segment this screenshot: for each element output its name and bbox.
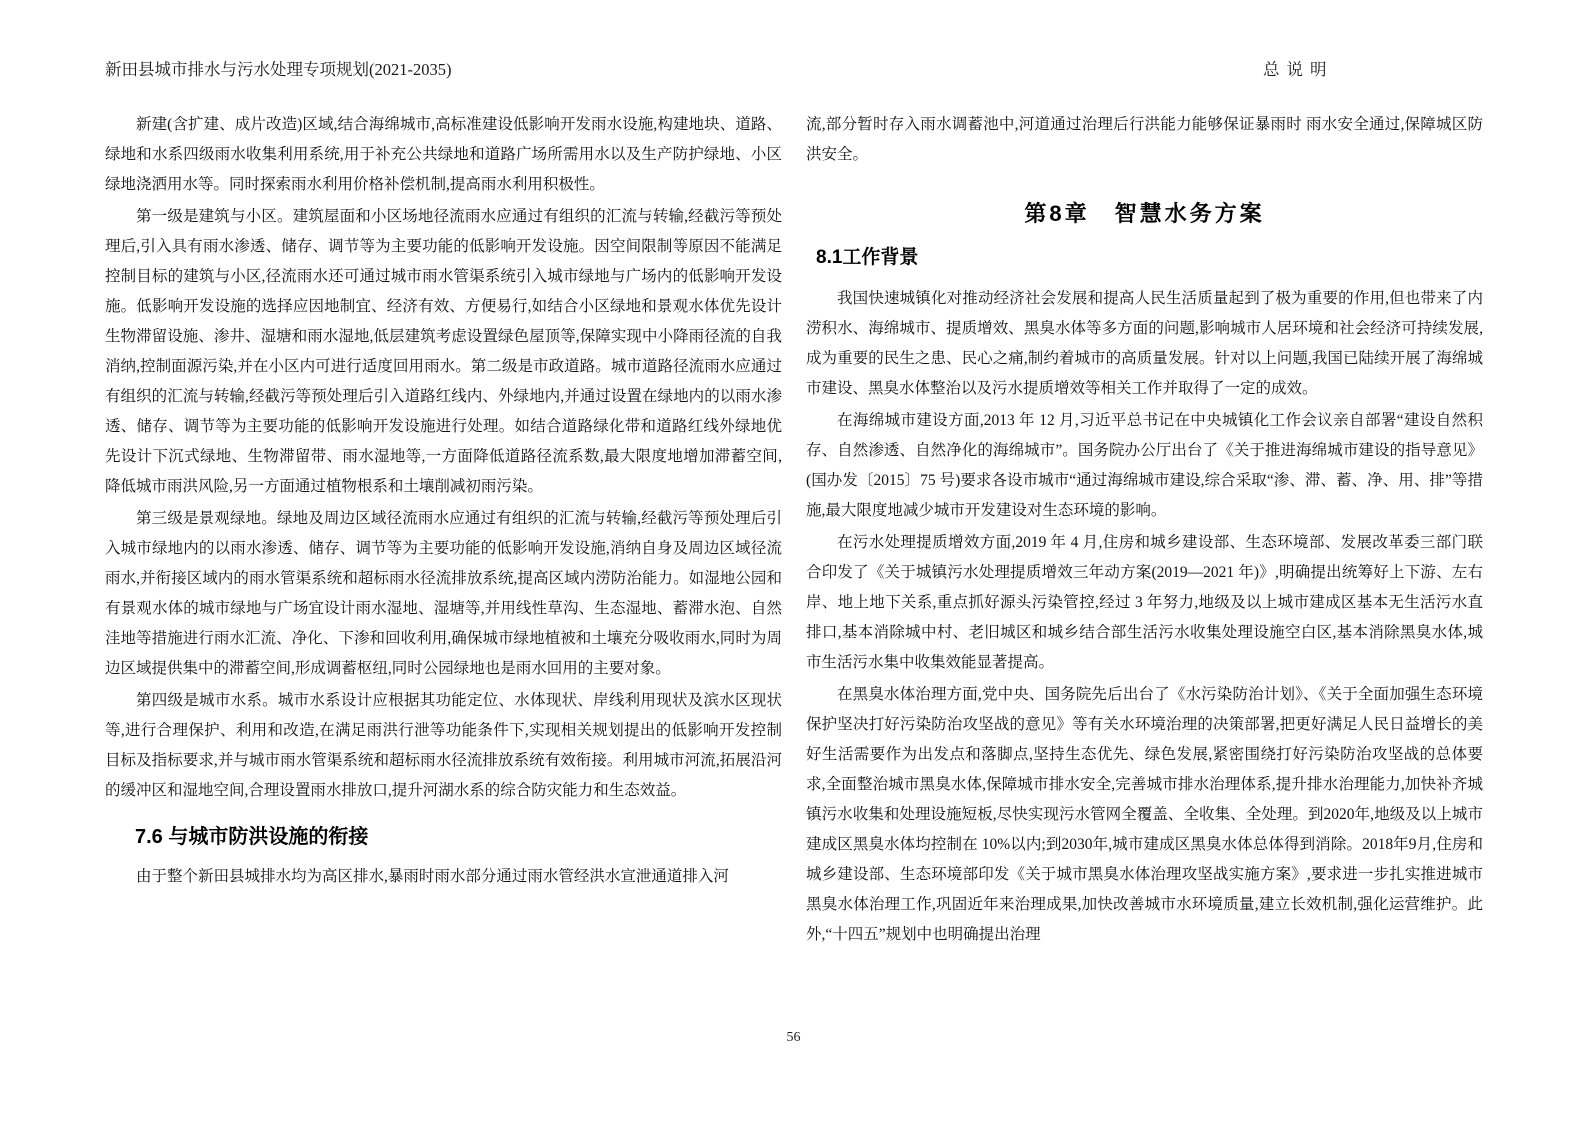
section-heading-8-1: 8.1工作背景 [816,247,919,268]
paragraph: 由于整个新田县城排水均为高区排水,暴雨时雨水部分通过雨水管经洪水宣泄通道排入河 [136,868,729,885]
paragraph: 我国快速城镇化对推动经济社会发展和提高人民生活质量起到了极为重要的作用,但也带来了内涝积水、海绵城市、提质增效、黑臭水体等多方面的问题,影响城市人居环境和社会经济可持续发展,成为重要的民生之患、民心之痛,制约着城市的高质量发展。针对以上问题,我国已陆续开展了海绵城市建设、黑臭水体整治以及污水提质增效等相关工作并取得了一定的成效。 [806,290,1483,397]
paragraph: 新建(含扩建、成片改造)区域,结合海绵城市,高标准建设低影响开发雨水设施,构建地块、道路、绿地和水系四级雨水收集利用系统,用于补充公共绿地和道路广场所需用水以及生产防护绿地、小区绿地浇洒用水等。同时探索雨水利用价格补偿机制,提高雨水利用积极性。 [105,116,782,193]
header-section-label: 总说明 [1263,60,1334,79]
paragraph-continuation: 流,部分暂时存入雨水调蓄池中,河道通过治理后行洪能力能够保证暴雨时 雨水安全通过,保障城区防洪安全。 [806,116,1483,163]
page-header [105,56,1483,86]
paragraph: 在海绵城市建设方面,2013 年 12 月,习近平总书记在中央城镇化工作会议亲自部署“建设自然积存、自然渗透、自然净化的海绵城市”。国务院办公厅出台了《关于推进海绵城市建设的指导意见》(国办发〔2015〕75 号)要求各设市城市“通过海绵城市建设,综合采取“渗、滞、蓄、净、用、排”等措施,最大限度地减少城市开发建设对生态环境的影响。 [806,412,1483,519]
document-title: 新田县城市排水与污水处理专项规划(2021-2035) [105,60,452,79]
paragraph: 在黑臭水体治理方面,党中央、国务院先后出台了《水污染防治计划》、《关于全面加强生态环境保护坚决打好污染防治攻坚战的意见》等有关水环境治理的决策部署,把更好满足人民日益增长的美好生活需要作为出发点和落脚点,坚持生态优先、绿色发展,紧密围绕打好污染防治攻坚战的总体要求,全面整治城市黑臭水体,保障城市排水安全,完善城市排水治理体系,提升排水治理能力,加快补齐城镇污水收集和处理设施短板,尽快实现污水管网全覆盖、全收集、全处理。到2020年,地级及以上城市建成区黑臭水体均控制在 10%以内;到2030年,城市建成区黑臭水体总体得到消除。2018年9月,住房和城乡建设部、生态环境部印发《关于城市黑臭水体治理攻坚战实施方案》,要求进一步扎实推进城市黑臭水体治理工作,巩固近年来治理成果,加快改善城市水环境质量,建立长效机制,强化运营维护。此外,“十四五”规划中也明确提出治理 [806,686,1483,943]
two-column-layout [105,110,1483,1052]
paragraph: 第四级是城市水系。城市水系设计应根据其功能定位、水体现状、岸线利用现状及滨水区现状等,进行合理保护、利用和改造,在满足雨洪行泄等功能条件下,实现相关规划提出的低影响开发控制目标及指标要求,并与城市雨水管渠系统和超标雨水径流排放系统有效衔接。利用城市河流,拓展沿河的缓冲区和湿地空间,合理设置雨水排放口,提升河湖水系的综合防灾能力和生态效益。 [105,692,782,799]
section-heading-7-6: 7.6 与城市防洪设施的衔接 [135,826,369,848]
paragraph: 第三级是景观绿地。绿地及周边区域径流雨水应通过有组织的汇流与转输,经截污等预处理后引入城市绿地内的以雨水渗透、储存、调节等为主要功能的低影响开发设施,消纳自身及周边区域径流雨水,并衔接区域内的雨水管渠系统和超标雨水径流排放系统,提高区域内涝防治能力。如湿地公园和有景观水体的城市绿地与广场宜设计雨水湿地、湿塘等,并用线性草沟、生态湿地、蓄滞水泡、自然洼地等措施进行雨水汇流、净化、下渗和回收利用,确保城市绿地植被和土壤充分吸收雨水,同时为周边区域提供集中的滞蓄空间,形成调蓄枢纽,同时公园绿地也是雨水回用的主要对象。 [105,510,782,677]
paragraph: 在污水处理提质增效方面,2019 年 4 月,住房和城乡建设部、生态环境部、发展改革委三部门联合印发了《关于城镇污水处理提质增效三年动方案(2019—2021 年)》,明确提出统筹好上下游、左右岸、地上地下关系,重点抓好源头污染管控,经过 3 年努力,地级及以上城市建成区基本无生活污水直排口,基本消除城中村、老旧城区和城乡结合部生活污水收集处理设施空白区,基本消除黑臭水体,城市生活污水集中收集效能显著提高。 [806,534,1483,671]
chapter-heading-8: 第8章 智慧水务方案 [1024,201,1265,226]
right-column [806,110,1483,1052]
left-column [105,110,782,1052]
page-number: 56 [786,1030,801,1045]
paragraph: 第一级是建筑与小区。建筑屋面和小区场地径流雨水应通过有组织的汇流与转输,经截污等预处理后,引入具有雨水渗透、储存、调节等为主要功能的低影响开发设施。因空间限制等原因不能满足控制目标的建筑与小区,径流雨水还可通过城市雨水管渠系统引入城市绿地与广场内的低影响开发设施。低影响开发设施的选择应因地制宜、经济有效、方便易行,如结合小区绿地和景观水体优先设计生物滞留设施、渗井、湿塘和雨水湿地,低层建筑考虑设置绿色屋顶等,保障实现中小降雨径流的自我消纳,控制面源污染,并在小区内可进行适度回用雨水。第二级是市政道路。城市道路径流雨水应通过有组织的汇流与转输,经截污等预处理后引入道路红线内、外绿地内,并通过设置在绿地内的以雨水渗透、储存、调节等为主要功能的低影响开发设施进行处理。如结合道路绿化带和道路红线外绿地优先设计下沉式绿地、生物滞留带、雨水湿地等,一方面降低道路径流系数,最大限度地增加滞蓄空间,降低城市雨洪风险,另一方面通过植物根系和土壤削减初雨污染。 [105,208,782,495]
